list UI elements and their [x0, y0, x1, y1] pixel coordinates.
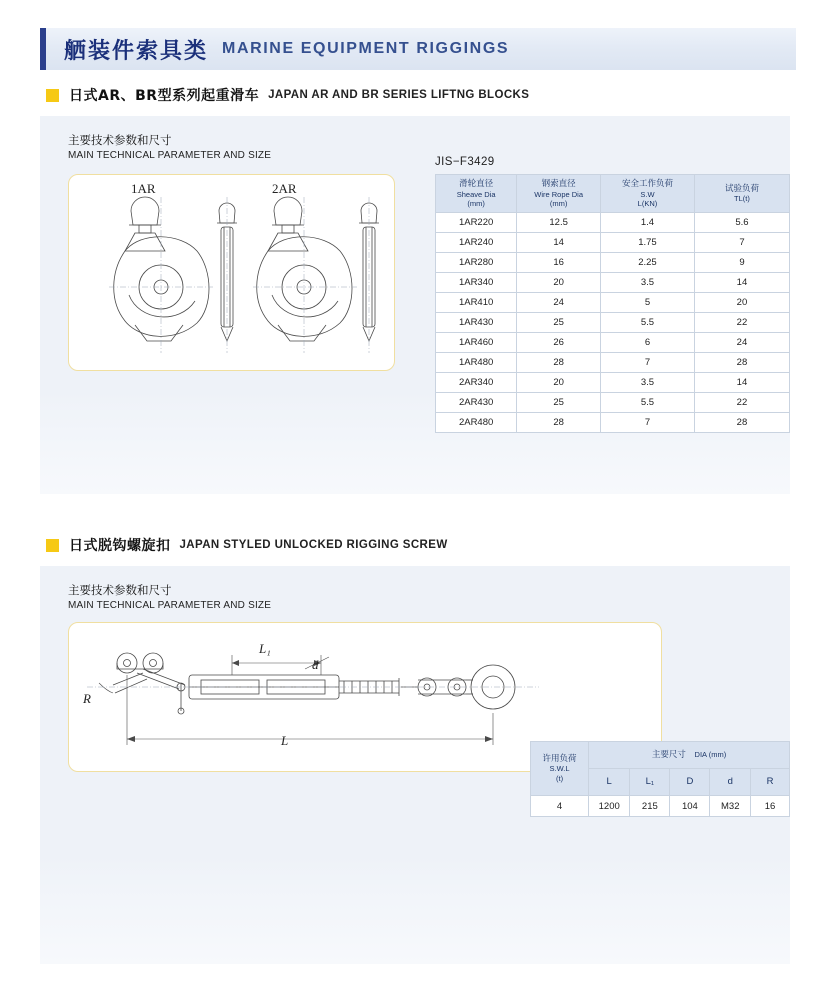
figure-label-d: d: [312, 657, 319, 672]
banner-title-en: MARINE EQUIPMENT RIGGINGS: [222, 40, 510, 57]
table-2-col-L: L: [589, 769, 630, 796]
table-1-body: [436, 213, 790, 433]
cell-model: 2AR430: [436, 393, 517, 413]
table-row: [436, 293, 790, 313]
cell-D: 104: [670, 796, 710, 817]
cell-wire: 26: [517, 333, 601, 353]
section-1-parameter-label: [68, 132, 271, 163]
section-2-title: [46, 532, 790, 558]
cell-wire: 20: [517, 373, 601, 393]
figure-label-l: L: [281, 733, 289, 748]
cell-tl: 24: [694, 333, 789, 353]
table-2-body: [531, 796, 790, 817]
table-1-col-test-load: 试验负荷 TL(t): [694, 175, 789, 213]
table-2-col-d: d: [710, 769, 751, 796]
cell-tl: 14: [694, 273, 789, 293]
table-1-caption: JIS−F3429: [435, 156, 495, 168]
bullet-square-icon: [46, 89, 59, 102]
section-2-param-en: MAIN TECHNICAL PARAMETER AND SIZE: [68, 599, 272, 611]
table-1-head: [436, 175, 790, 213]
table-row: [436, 313, 790, 333]
cell-model: 1AR340: [436, 273, 517, 293]
cell-R: 16: [751, 796, 790, 817]
cell-wire: 28: [517, 353, 601, 373]
table-row: [436, 253, 790, 273]
section-1-title-cn: 日式AR、BR型系列起重滑车: [69, 88, 260, 104]
cell-tl: 20: [694, 293, 789, 313]
cell-tl: 9: [694, 253, 789, 273]
table-jis-f3429: [435, 174, 790, 433]
cell-swl: 1.4: [600, 213, 694, 233]
figure-lifting-blocks: [68, 174, 395, 371]
table-2-head: [531, 742, 790, 796]
lifting-block-drawing: [69, 175, 392, 368]
cell-L1: 215: [630, 796, 670, 817]
cell-tl: 5.6: [694, 213, 789, 233]
cell-tl: 22: [694, 313, 789, 333]
table-1-col-swl: 安全工作负荷 S.W L(KN): [600, 175, 694, 213]
page-header-banner: [40, 28, 796, 70]
cell-model: 1AR220: [436, 213, 517, 233]
table-2-col-swl: 许用负荷 S.W.L (t): [531, 742, 589, 796]
cell-wire: 20: [517, 273, 601, 293]
cell-tl: 28: [694, 353, 789, 373]
cell-swl: 1.75: [600, 233, 694, 253]
section-1-param-en: MAIN TECHNICAL PARAMETER AND SIZE: [68, 149, 272, 161]
cell-swl: 3.5: [600, 373, 694, 393]
cell-wire: 25: [517, 393, 601, 413]
table-row: [436, 413, 790, 433]
table-rigging-screw: [530, 741, 790, 817]
cell-swl: 5.5: [600, 393, 694, 413]
cell-d: M32: [710, 796, 751, 817]
cell-model: 2AR480: [436, 413, 517, 433]
section-1-title-en: JAPAN AR AND BR SERIES LIFTNG BLOCKS: [268, 89, 530, 101]
section-2-param-cn: 主要技术参数和尺寸: [68, 583, 172, 597]
cell-model: 1AR410: [436, 293, 517, 313]
cell-wire: 16: [517, 253, 601, 273]
table-2-group-dimensions: 主要尺寸 DIA (mm): [589, 742, 790, 769]
bullet-square-icon: [46, 539, 59, 552]
cell-wire: 25: [517, 313, 601, 333]
table-row: [436, 353, 790, 373]
cell-model: 1AR430: [436, 313, 517, 333]
cell-tl: 14: [694, 373, 789, 393]
table-1-col-sheave-dia: 滑轮直径 Sheave Dia (mm): [436, 175, 517, 213]
cell-L: 1200: [589, 796, 630, 817]
cell-swl: 5.5: [600, 313, 694, 333]
section-2-body: [40, 566, 790, 964]
section-1-body: [40, 116, 790, 494]
cell-swl: 7: [600, 353, 694, 373]
section-2-title-en: JAPAN STYLED UNLOCKED RIGGING SCREW: [179, 539, 448, 551]
table-wrap-jis-f3429: [435, 156, 790, 433]
table-row: [436, 273, 790, 293]
cell-tl: 22: [694, 393, 789, 413]
cell-wire: 28: [517, 413, 601, 433]
table-row: [436, 213, 790, 233]
cell-swl: 7: [600, 413, 694, 433]
cell-swl: 5: [600, 293, 694, 313]
cell-swl: 4: [531, 796, 589, 817]
banner-title-cn: 舾装件索具类: [64, 38, 209, 64]
cell-model: 1AR460: [436, 333, 517, 353]
section-2-parameter-label: [68, 582, 271, 613]
table-row: [436, 393, 790, 413]
cell-tl: 7: [694, 233, 789, 253]
section-rigging-screw: [40, 532, 790, 972]
table-wrap-rigging-screw: [530, 741, 790, 817]
table-row: [436, 233, 790, 253]
table-row: [436, 373, 790, 393]
cell-swl: 2.25: [600, 253, 694, 273]
section-lifting-blocks: [40, 82, 790, 502]
table-2-header-row-1: [531, 742, 790, 769]
cell-wire: 24: [517, 293, 601, 313]
table-row: [436, 333, 790, 353]
cell-model: 1AR240: [436, 233, 517, 253]
table-2-col-R: R: [751, 769, 790, 796]
figure-label-1ar: 1AR: [131, 181, 156, 196]
cell-swl: 6: [600, 333, 694, 353]
cell-model: 1AR280: [436, 253, 517, 273]
table-1-header-row: [436, 175, 790, 213]
cell-model: 1AR480: [436, 353, 517, 373]
table-2-col-L1: L₁: [630, 769, 670, 796]
cell-swl: 3.5: [600, 273, 694, 293]
table-row: [531, 796, 790, 817]
section-2-title-cn: 日式脱钩螺旋扣: [69, 538, 171, 554]
section-1-title: [46, 82, 790, 108]
figure-label-2ar: 2AR: [272, 181, 297, 196]
cell-wire: 14: [517, 233, 601, 253]
figure-label-r: R: [83, 691, 91, 706]
cell-wire: 12.5: [517, 213, 601, 233]
figure-label-l1: L₁: [259, 641, 271, 656]
table-1-col-wire-rope-dia: 钢索直径 Wire Rope Dia (mm): [517, 175, 601, 213]
cell-tl: 28: [694, 413, 789, 433]
section-1-param-cn: 主要技术参数和尺寸: [68, 133, 172, 147]
cell-model: 2AR340: [436, 373, 517, 393]
table-2-col-D: D: [670, 769, 710, 796]
